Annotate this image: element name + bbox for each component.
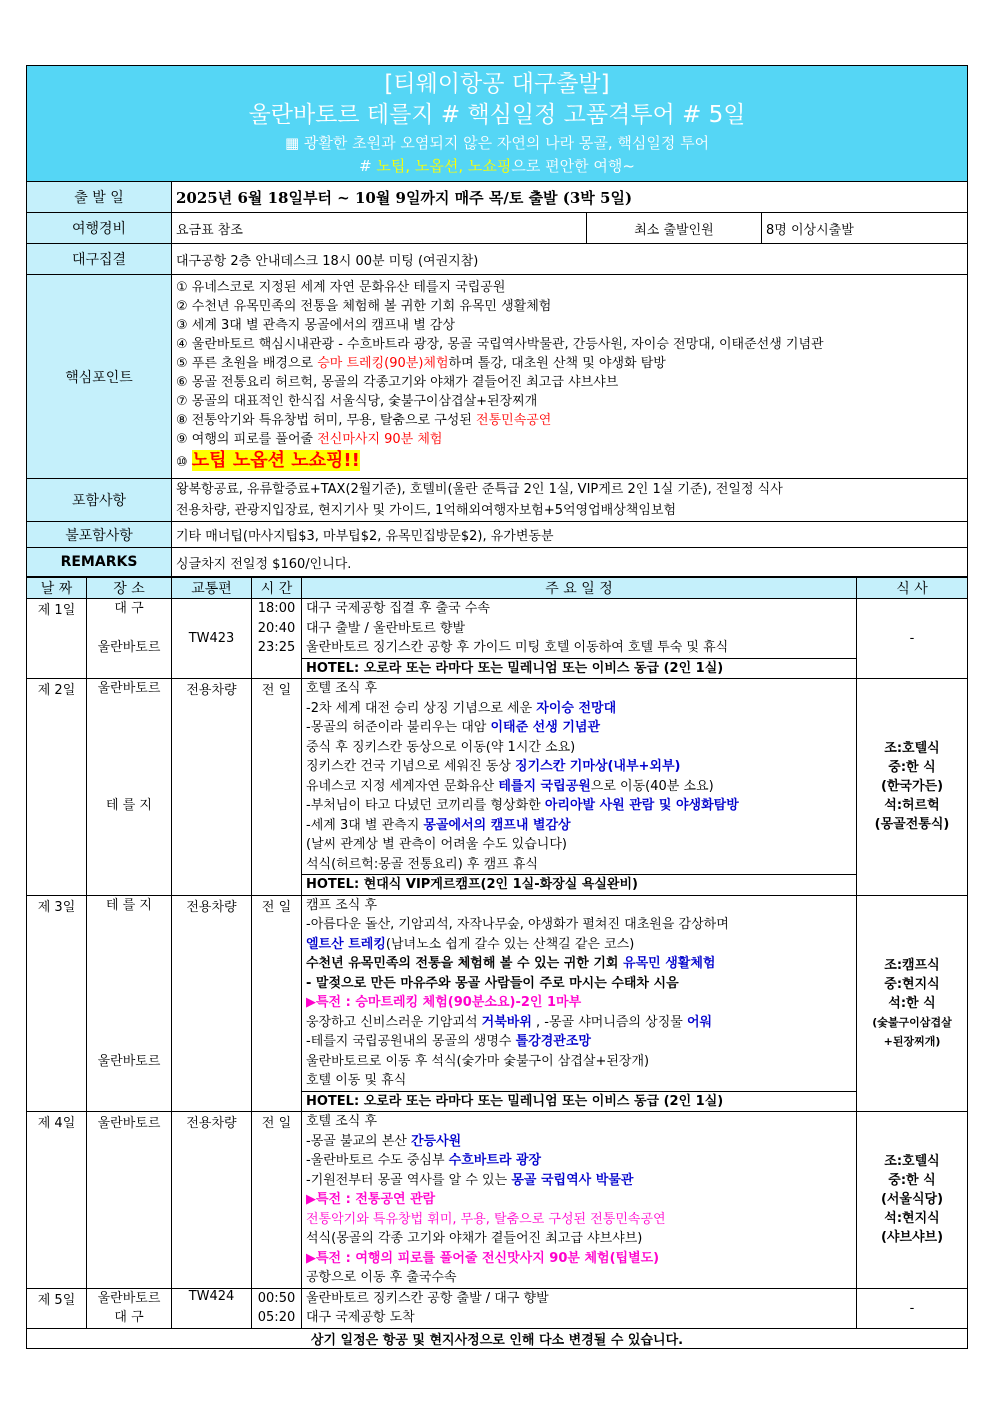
cost-label: 여행경비 — [27, 213, 172, 244]
day-3-time: 전 일 — [252, 895, 302, 1112]
subtitle-line: ▦ 광활한 초원과 오염되지 않은 자연의 나라 몽골, 핵심일정 투어 — [284, 134, 710, 152]
day-3-hotel: HOTEL: 오로라 또는 라마다 또는 밀레니엄 또는 이비스 동급 (2인 1실) — [302, 1091, 856, 1112]
day-2-time: 전 일 — [252, 679, 302, 896]
point-4: ④ 울란바토르 핵심시내관광 - 수흐바트라 광장, 몽골 국립역사박물관, 간등사원, 자이승 전망대, 이태준선생 기념관 — [176, 337, 824, 352]
point-3: ③ 세계 3대 별 관측지 몽골에서의 캠프내 별 감상 — [176, 318, 456, 333]
col-meal: 식 사 — [857, 578, 968, 599]
day-5-schedule: 울란바토르 징키스칸 공항 출발 / 대구 향발 대구 국제공항 도착 — [302, 1288, 857, 1328]
include-value: 왕복항공료, 유류할증료+TAX(2월기준), 호텔비(울란 준특급 2인 1실, VIP게르 2인 1실 기준), 전일정 식사 전용차량, 관광지입장료, 현지기사 및 가이드, 1억해외여행자보험+5억영업배상책임보험 — [172, 479, 968, 522]
footer-note: 상기 일정은 항공 및 현지사정으로 인해 다소 변경될 수 있습니다. — [27, 1328, 968, 1348]
day-5-places: 울란바토르 대 구 — [87, 1288, 172, 1328]
day-4-schedule: 호텔 조식 후 -몽골 불교의 본산 간등사원 -울란바토르 수도 중심부 수흐바트라 광장 -기원전부터 몽골 역사를 알 수 있는 몽골 국립역사 박물관 ▶특전 : 전통공연 관람 전통악기와 특유창법 휘미, 무용, 탈춤으로 구성된 전통민속공연 석식(몽골의 각종 고기와 야채가 곁들어진 최고급 샤브샤브) ▶특전 : 여행의 피로를 풀어줄 전신맛사지 90분 체험(팁별도) 공항으로 이동 후 출국수속 — [302, 1112, 857, 1289]
day-1-schedule: 대구 국제공항 집결 후 출국 수속 대구 출발 / 울란바토르 향발 울란바토르 징기스칸 공항 후 가이드 미팅 호텔 이동하여 호텔 투숙 및 휴식 HOTEL: 오로라 또는 라마다 또는 밀레니엄 또는 이비스 동급 (2인 1실) — [302, 599, 857, 679]
day-1-transport: TW423 — [172, 599, 252, 679]
tagline: # 노팁, 노옵션, 노쇼핑으로 편안한 여행~ — [359, 157, 635, 175]
col-transport: 교통편 — [172, 578, 252, 599]
min-people-value: 8명 이상시출발 — [762, 213, 968, 244]
day-4-label: 제 4일 — [27, 1112, 87, 1289]
day-5-label: 제 5일 — [27, 1288, 87, 1328]
day-4-row — [27, 1112, 968, 1289]
itinerary-table — [26, 577, 968, 1349]
point-10: ⑩ 노팁 노옵션 노쇼핑!! — [176, 450, 360, 471]
exclude-label: 불포함사항 — [27, 522, 172, 548]
title-line-1: [티웨이항공 대구출발] — [384, 71, 610, 97]
title-banner — [27, 66, 968, 182]
day-1-places: 대 구 울란바토르 — [87, 599, 172, 679]
meeting-label: 대구집결 — [27, 244, 172, 275]
day-3-meal: 조:캠프식 중:현지식 석:한 식 (숯불구이삼겹살 +된장찌개) — [857, 895, 968, 1112]
day-1-row — [27, 599, 968, 679]
key-points-list — [172, 275, 968, 479]
tagline-highlight: 노팁, 노옵션, 노쇼핑 — [376, 157, 512, 175]
col-day: 날 짜 — [27, 578, 87, 599]
day-4-place: 울란바토르 — [87, 1112, 172, 1289]
include-label: 포함사항 — [27, 479, 172, 522]
departure-label: 출 발 일 — [27, 182, 172, 213]
day-3-schedule: 캠프 조식 후 -아름다운 돌산, 기암괴석, 자작나무숲, 야생화가 펼쳐진 대초원을 감상하며 엘트산 트레킹(남녀노소 쉽게 갈수 있는 산책길 같은 코스) 수천년 유목민족의 전통을 체험해 볼 수 있는 귀한 기회 유목민 생활체험 - 말젖으로 만든 마유주와 몽골 사람들이 주로 마시는 수태차 시음 ▶특전 : 승마트레킹 체험(90분소요)-2인 1마부 웅장하고 신비스러운 기암괴석 거북바위 , -몽골 샤머니즘의 상징물 어워 -테를지 국립공원내의 몽골의 생명수 톨강경관조망 울란바토르로 이동 후 석식(숯가마 숯불구이 삼겹살+된장개) 호텔 이동 및 휴식 HOTEL: 오로라 또는 라마다 또는 밀레니엄 또는 이비스 동급 (2인 1실) — [302, 895, 857, 1112]
day-5-times: 00:50 05:20 — [252, 1288, 302, 1328]
info-table — [26, 65, 968, 577]
day-4-transport: 전용차량 — [172, 1112, 252, 1289]
day-2-hotel: HOTEL: 현대식 VIP게르캠프(2인 1실-화장실 욕실완비) — [302, 874, 856, 895]
col-time: 시 간 — [252, 578, 302, 599]
itinerary-header-row — [27, 578, 968, 599]
day-3-label: 제 3일 — [27, 895, 87, 1112]
day-4-time: 전 일 — [252, 1112, 302, 1289]
day-2-meal: 조:호텔식 중:한 식 (한국가든) 석:허르헉 (몽골전통식) — [857, 679, 968, 896]
point-5: ⑤ 푸른 초원을 배경으로 승마 트레킹(90분)체험하며 톨강, 대초원 산책 및 야생화 탐방 — [176, 356, 666, 371]
day-3-row — [27, 895, 968, 1112]
day-2-places: 울란바토르 테 를 지 — [87, 679, 172, 896]
day-2-row — [27, 679, 968, 896]
key-points-label: 핵심포인트 — [27, 275, 172, 479]
day-5-row — [27, 1288, 968, 1328]
day-2-schedule: 호텔 조식 후 -2차 세계 대전 승리 상징 기념으로 세운 자이승 전망대 -몽골의 허준이라 불리우는 대암 이태준 선생 기념관 중식 후 징키스칸 동상으로 이동(약 1시간 소요) 징키스칸 건국 기념으로 세워진 동상 징기스칸 기마상(내부+외부) 유네스코 지정 세계자연 문화유산 테를지 국립공원으로 이동(40분 소요) -부처님이 타고 다녔던 코끼리를 형상화한 아리아발 사원 관람 및 야생화탐방 -세계 3대 별 관측지 몽골에서의 캠프내 별감상 (날씨 관계상 별 관측이 어려울 수도 있습니다) 석식(허르헉:몽골 전통요리) 후 캠프 휴식 HOTEL: 현대식 VIP게르캠프(2인 1실-화장실 욕실완비) — [302, 679, 857, 896]
remarks-label: REMARKS — [27, 548, 172, 577]
min-people-label: 최소 출발인원 — [587, 213, 762, 244]
cost-value: 요금표 참조 — [172, 213, 587, 244]
point-9: ⑨ 여행의 피로를 풀어줄 전신마사지 90분 체험 — [176, 432, 443, 447]
day-1-hotel: HOTEL: 오로라 또는 라마다 또는 밀레니엄 또는 이비스 동급 (2인 1실) — [302, 658, 856, 679]
day-5-meal: - — [857, 1288, 968, 1328]
day-4-meal: 조:호텔식 중:한 식 (서울식당) 석:현지식 (샤브샤브) — [857, 1112, 968, 1289]
title-line-2: 울란바토르 테를지 # 핵심일정 고품격투어 # 5일 — [248, 102, 746, 128]
col-place: 장 소 — [87, 578, 172, 599]
day-3-places: 테 를 지 울란바토르 — [87, 895, 172, 1112]
itinerary-document — [26, 65, 967, 1349]
day-1-times: 18:00 20:40 23:25 — [252, 599, 302, 679]
departure-value: 2025년 6월 18일부터 ~ 10월 9일까지 매주 목/토 출발 (3박 5일) — [172, 182, 968, 213]
day-3-transport: 전용차량 — [172, 895, 252, 1112]
day-1-meal: - — [857, 599, 968, 679]
point-6: ⑥ 몽골 전통요리 허르헉, 몽골의 각종고기와 야채가 곁들어진 최고급 샤브샤브 — [176, 375, 619, 390]
day-2-label: 제 2일 — [27, 679, 87, 896]
day-1-label: 제 1일 — [27, 599, 87, 679]
exclude-value: 기타 매너팁(마사지팁$3, 마부팁$2, 유목민집방문$2), 유가변동분 — [172, 522, 968, 548]
point-1: ① 유네스코로 지정된 세계 자연 문화유산 테를지 국립공원 — [176, 280, 506, 295]
point-8: ⑧ 전통악기와 특유창법 허미, 무용, 탈춤으로 구성된 전통민속공연 — [176, 413, 552, 428]
meeting-value: 대구공항 2층 안내데스크 18시 00분 미팅 (여권지참) — [172, 244, 968, 275]
point-7: ⑦ 몽골의 대표적인 한식집 서울식당, 숯불구이삼겹살+된장찌개 — [176, 394, 538, 409]
remarks-value: 싱글차지 전일정 $160/인니다. — [172, 548, 968, 577]
day-2-transport: 전용차량 — [172, 679, 252, 896]
day-5-transport: TW424 — [172, 1288, 252, 1328]
point-2: ② 수천년 유목민족의 전통을 체험해 볼 귀한 기회 유목민 생활체험 — [176, 299, 552, 314]
col-schedule: 주 요 일 정 — [302, 578, 857, 599]
